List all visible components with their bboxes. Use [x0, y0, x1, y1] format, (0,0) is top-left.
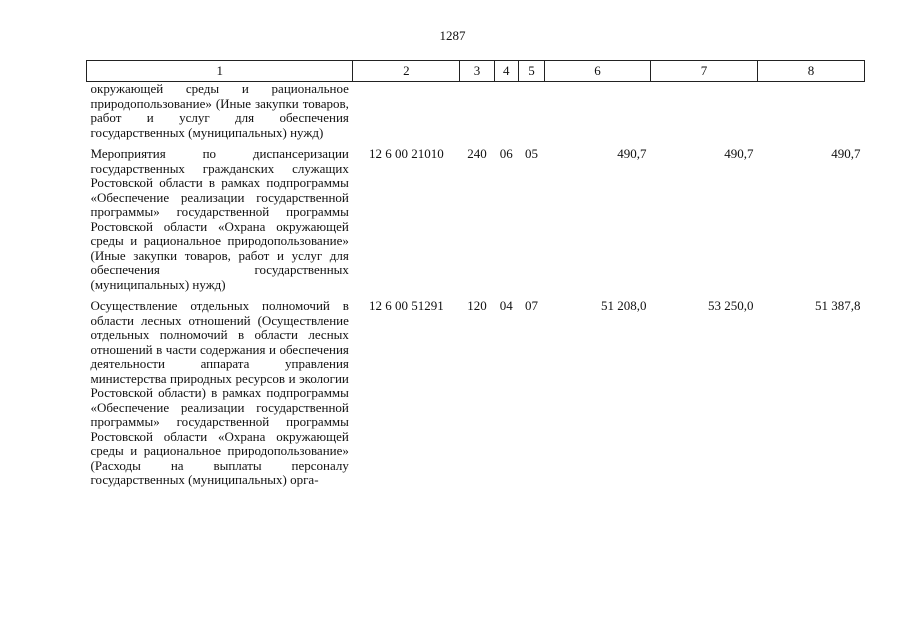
row-sum-3: 490,7: [831, 146, 861, 161]
column-header-6: 6: [545, 61, 651, 82]
row-sum-1: 51 208,0: [601, 298, 647, 313]
column-header-5: 5: [518, 61, 544, 82]
row-target-code: [353, 82, 460, 147]
row-sum-1: 490,7: [617, 146, 647, 161]
column-header-3: 3: [460, 61, 494, 82]
page-number: 1287: [439, 28, 466, 43]
column-header-8: 8: [757, 61, 864, 82]
column-header-7: 7: [651, 61, 758, 82]
column-header-1: 1: [87, 61, 353, 82]
row-subsection: 05: [524, 146, 538, 161]
row-section: [494, 82, 518, 147]
row-section: 04: [499, 298, 513, 313]
row-sum-1: [545, 82, 651, 147]
row-expense-type: [460, 82, 494, 147]
row-expense-type: 120: [467, 298, 487, 313]
row-sum-2: 53 250,0: [707, 298, 754, 313]
row-subsection: 07: [524, 298, 538, 313]
row-sum-2: [651, 82, 758, 147]
table-row: [87, 82, 865, 147]
table-row: [87, 298, 865, 494]
row-sum-2: 490,7: [724, 146, 754, 161]
row-expense-type: 240: [467, 146, 487, 161]
row-description: Мероприятия по диспансеризации государственных гражданских служащих Ростовской области в рамках подпрограммы «Обеспечение реализации государственной программы» государственной программы Ростовской области «Охрана окружающей среды и рациональное природопользование» (Иные закупки товаров, работ и услуг для обеспечения государственных (муниципальных) нужд): [90, 146, 349, 292]
row-target-code: 12 6 00 21010: [368, 146, 444, 161]
row-target-code: 12 6 00 51291: [368, 298, 444, 313]
row-sum-3: 51 387,8: [815, 298, 861, 313]
row-description: Осуществление отдельных полномочий в области лесных отношений (Осуществление отдельных полномочий в области лесных отношений в части содержания и обеспечения деятельности аппарата управления министерства природных ресурсов и экологии Ростовской области) в рамках подпрограммы «Обеспечение реализации государственной программы» государственной программы Ростовской области «Охрана окружающей среды и рациональное природопользование» (Расходы на выплаты персоналу государственных (муниципальных) орга-: [90, 298, 349, 487]
row-subsection: [518, 82, 544, 147]
column-header-4: 4: [494, 61, 518, 82]
budget-table: [86, 60, 865, 494]
table-row: [87, 146, 865, 298]
row-sum-3: [757, 82, 864, 147]
table-header: [87, 61, 865, 82]
row-description: окружающей среды и рациональное природопользование» (Иные закупки товаров, работ и услуг для обеспечения государственных (муниципальных) нужд): [90, 81, 349, 140]
column-header-2: 2: [353, 61, 460, 82]
row-section: 06: [499, 146, 513, 161]
